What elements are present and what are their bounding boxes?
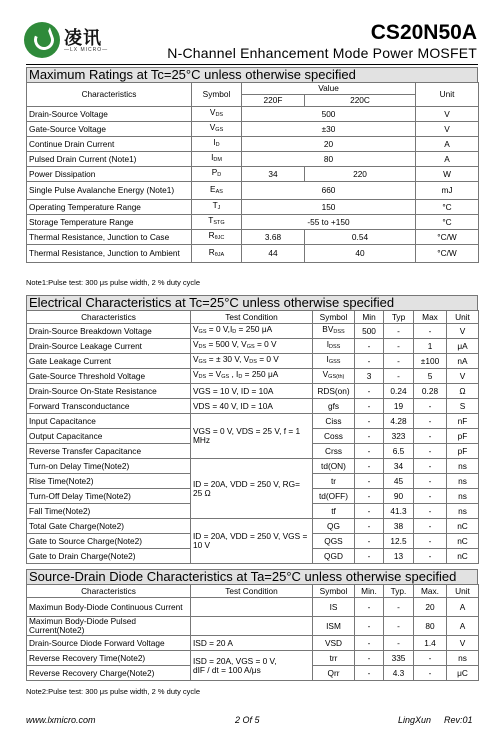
column-header: Min — [355, 311, 384, 324]
row-unit: ns — [447, 504, 479, 519]
row-max: - — [414, 459, 447, 474]
row-symbol: td(OFF) — [313, 489, 355, 504]
column-header: Test Condition — [191, 585, 313, 598]
column-header: Characteristics — [27, 311, 191, 324]
row-name: Input Capacitance — [27, 414, 191, 429]
row-symbol: QGD — [313, 549, 355, 564]
row-max: - — [414, 504, 447, 519]
table-row — [27, 137, 479, 152]
diode-note: Note2:Pulse test: 300 μs pulse width, 2 % duty cycle — [26, 687, 200, 696]
row-name: Gate to Source Charge(Note2) — [27, 534, 191, 549]
row-typ: 34 — [384, 459, 414, 474]
row-min: - — [355, 489, 384, 504]
row-unit: W — [416, 167, 479, 182]
row-symbol: gfs — [313, 399, 355, 414]
row-typ: 90 — [384, 489, 414, 504]
row-value: 500 — [242, 107, 416, 122]
table-row — [27, 200, 479, 215]
row-symbol: $V_{DS}$ — [192, 107, 242, 122]
row-min: - — [355, 651, 384, 666]
row-value-220c: 220 — [305, 167, 416, 182]
row-unit: V — [447, 369, 479, 384]
row-unit: nC — [447, 534, 479, 549]
footer-page: 2 Of 5 — [235, 715, 260, 725]
table-row — [27, 598, 479, 617]
row-symbol: $T_{STG}$ — [192, 215, 242, 230]
row-typ: 4.3 — [384, 666, 414, 681]
row-name: Rise Time(Note2) — [27, 474, 191, 489]
row-max: - — [414, 651, 447, 666]
row-symbol: td(ON) — [313, 459, 355, 474]
row-typ: - — [384, 354, 414, 369]
table-row — [27, 339, 479, 354]
row-typ: 4.28 — [384, 414, 414, 429]
row-name: Storage Temperature Range — [27, 215, 192, 230]
row-condition: VGS = 10 V, ID = 10A — [191, 384, 313, 399]
row-max: - — [414, 519, 447, 534]
row-typ: - — [384, 617, 414, 636]
row-unit: ns — [447, 474, 479, 489]
row-unit: °C — [416, 200, 479, 215]
row-name: Drain-Source On-State Resistance — [27, 384, 191, 399]
row-name: Thermal Resistance, Junction to Ambient — [27, 245, 192, 263]
row-condition: VDS = 40 V, ID = 10A — [191, 399, 313, 414]
row-unit: V — [447, 636, 479, 651]
row-symbol: $I_D$ — [192, 137, 242, 152]
column-header: Min. — [355, 585, 384, 598]
column-header: Test Condition — [191, 311, 313, 324]
row-name: Reverse Transfer Capacitance — [27, 444, 191, 459]
row-name: Thermal Resistance, Junction to Case — [27, 230, 192, 245]
electrical-table — [26, 310, 479, 564]
diode-title: Source-Drain Diode Characteristics at Ta=25°C unless otherwise specified — [26, 569, 478, 585]
row-min: - — [355, 339, 384, 354]
row-name: Forward Transconductance — [27, 399, 191, 414]
column-header: Typ — [384, 311, 414, 324]
row-condition: $V_{GS}$ = ± 30 V, $V_{DS} = 0$ V — [191, 354, 313, 369]
row-min: - — [355, 384, 384, 399]
row-name: Gate-Source Threshold Voltage — [27, 369, 191, 384]
row-value: -55 to +150 — [242, 215, 416, 230]
row-min: - — [355, 429, 384, 444]
table-row — [27, 369, 479, 384]
row-symbol: VSD — [313, 636, 355, 651]
table-row — [27, 384, 479, 399]
row-min: - — [355, 474, 384, 489]
row-name: Gate Leakage Current — [27, 354, 191, 369]
row-symbol: RDS(on) — [313, 384, 355, 399]
column-header: Typ. — [384, 585, 414, 598]
row-symbol: tr — [313, 474, 355, 489]
table-row — [27, 354, 479, 369]
row-symbol: $T_J$ — [192, 200, 242, 215]
column-header: Characteristics — [27, 585, 191, 598]
col-symbol: Symbol — [192, 83, 242, 107]
row-condition: ID = 20A, VDD = 250 V, RG= 25 Ω — [191, 459, 313, 519]
row-name: Drain-Source Leakage Current — [27, 339, 191, 354]
row-max: - — [414, 549, 447, 564]
row-typ: - — [384, 339, 414, 354]
row-symbol: $BV_{DSS}$ — [313, 324, 355, 339]
row-unit: nC — [447, 549, 479, 564]
row-condition: $V_{DS} = V_{GS}$ , $I_D = 250$ μA — [191, 369, 313, 384]
row-name: Gate to Drain Charge(Note2) — [27, 549, 191, 564]
row-name: Drain-Source Breakdown Voltage — [27, 324, 191, 339]
row-typ: 19 — [384, 399, 414, 414]
row-value: 660 — [242, 182, 416, 200]
row-typ: 41.3 — [384, 504, 414, 519]
max-ratings-title: Maximum Ratings at Tc=25°C unless otherwise specified — [26, 67, 478, 83]
max-ratings-note: Note1:Pulse test: 300 μs pulse width, 2 % duty cycle — [26, 278, 200, 287]
row-min: - — [355, 519, 384, 534]
row-typ: - — [384, 636, 414, 651]
row-unit: Ω — [447, 384, 479, 399]
row-unit: μC — [447, 666, 479, 681]
column-header: Max — [414, 311, 447, 324]
row-typ: 0.24 — [384, 384, 414, 399]
row-symbol: IS — [313, 598, 355, 617]
row-max: 1 — [414, 339, 447, 354]
row-unit: nF — [447, 414, 479, 429]
row-symbol: $P_D$ — [192, 167, 242, 182]
footer-company: LingXun — [398, 715, 432, 725]
col-220c: 220C — [305, 95, 416, 107]
row-typ: - — [384, 369, 414, 384]
col-220f: 220F — [242, 95, 305, 107]
row-name: Maximun Body-Diode Pulsed Current(Note2) — [27, 617, 191, 636]
table-row — [27, 182, 479, 200]
row-max: ±100 — [414, 354, 447, 369]
row-max: - — [414, 399, 447, 414]
column-header: Unit — [447, 585, 479, 598]
row-name: Fall Time(Note2) — [27, 504, 191, 519]
row-condition: ISD = 20 A — [191, 636, 313, 651]
table-row — [27, 519, 479, 534]
table-row — [27, 152, 479, 167]
row-unit: °C — [416, 215, 479, 230]
row-max: 80 — [414, 617, 447, 636]
row-max: - — [414, 444, 447, 459]
table-row — [27, 167, 479, 182]
row-max: - — [414, 414, 447, 429]
row-max: - — [414, 489, 447, 504]
row-min: - — [355, 414, 384, 429]
row-symbol: Qrr — [313, 666, 355, 681]
row-condition — [191, 617, 313, 636]
row-symbol: $I_{DSS}$ — [313, 339, 355, 354]
row-condition: VGS = 0 V, VDS = 25 V, f = 1 MHz — [191, 414, 313, 459]
row-unit: V — [447, 324, 479, 339]
row-min: - — [355, 354, 384, 369]
row-unit: nA — [447, 354, 479, 369]
page-header — [0, 0, 503, 64]
row-name: Maximun Body-Diode Continuous Current — [27, 598, 191, 617]
row-symbol: trr — [313, 651, 355, 666]
row-unit: °C/W — [416, 230, 479, 245]
electrical-title: Electrical Characteristics at Tc=25°C unless otherwise specified — [26, 295, 478, 311]
row-min: - — [355, 598, 384, 617]
row-typ: 323 — [384, 429, 414, 444]
row-typ: - — [384, 324, 414, 339]
table-row — [27, 617, 479, 636]
row-name: Single Pulse Avalanche Energy (Note1) — [27, 182, 192, 200]
table-row — [27, 215, 479, 230]
row-unit: °C/W — [416, 245, 479, 263]
row-name: Continue Drain Current — [27, 137, 192, 152]
row-symbol: QGS — [313, 534, 355, 549]
row-symbol: $V_{GS}$ — [192, 122, 242, 137]
row-condition: ID = 20A, VDD = 250 V, VGS = 10 V — [191, 519, 313, 564]
row-symbol: $E_{AS}$ — [192, 182, 242, 200]
row-name: Pulsed Drain Current (Note1) — [27, 152, 192, 167]
row-value: 20 — [242, 137, 416, 152]
footer-website: www.lxmicro.com — [26, 715, 96, 725]
row-max: - — [414, 474, 447, 489]
row-typ: 38 — [384, 519, 414, 534]
row-unit: ns — [447, 651, 479, 666]
company-logo — [24, 22, 114, 60]
logo-mark-icon — [24, 22, 60, 58]
row-min: - — [355, 399, 384, 414]
row-max: 5 — [414, 369, 447, 384]
col-characteristics: Characteristics — [27, 83, 192, 107]
row-unit: S — [447, 399, 479, 414]
row-unit: A — [447, 617, 479, 636]
row-typ: 13 — [384, 549, 414, 564]
column-header: Max. — [414, 585, 447, 598]
row-min: - — [355, 617, 384, 636]
table-row — [27, 459, 479, 474]
row-min: 500 — [355, 324, 384, 339]
row-condition: ISD = 20A, VGS = 0 V, dIF / dt = 100 A/μs — [191, 651, 313, 681]
row-min: - — [355, 459, 384, 474]
diode-table — [26, 584, 479, 681]
row-name: Power Dissipation — [27, 167, 192, 182]
column-header: Symbol — [313, 311, 355, 324]
table-row — [27, 107, 479, 122]
row-min: - — [355, 534, 384, 549]
row-name: Drain-Source Diode Forward Voltage — [27, 636, 191, 651]
row-unit: nC — [447, 519, 479, 534]
table-row — [27, 324, 479, 339]
row-value: ±30 — [242, 122, 416, 137]
part-number: CS20N50A — [370, 21, 477, 44]
row-symbol: ISM — [313, 617, 355, 636]
row-name: Total Gate Charge(Note2) — [27, 519, 191, 534]
row-name: Reverse Recovery Time(Note2) — [27, 651, 191, 666]
row-max: 20 — [414, 598, 447, 617]
row-max: - — [414, 534, 447, 549]
max-ratings-table — [26, 82, 479, 263]
row-max: - — [414, 666, 447, 681]
row-unit: ns — [447, 489, 479, 504]
row-min: - — [355, 549, 384, 564]
row-symbol: Crss — [313, 444, 355, 459]
table-row — [27, 636, 479, 651]
row-max: - — [414, 429, 447, 444]
row-typ: 6.5 — [384, 444, 414, 459]
table-row — [27, 230, 479, 245]
row-unit: A — [416, 137, 479, 152]
row-min: - — [355, 636, 384, 651]
row-unit: V — [416, 107, 479, 122]
row-name: Reverse Recovery Charge(Note2) — [27, 666, 191, 681]
logo-chinese-name: 凌讯 — [64, 28, 102, 49]
row-name: Drain-Source Voltage — [27, 107, 192, 122]
table-row — [27, 651, 479, 666]
row-name: Gate-Source Voltage — [27, 122, 192, 137]
row-symbol: $V_{GS(th)}$ — [313, 369, 355, 384]
row-symbol: $I_{GSS}$ — [313, 354, 355, 369]
row-min: 3 — [355, 369, 384, 384]
row-value-220c: 0.54 — [305, 230, 416, 245]
row-unit: A — [416, 152, 479, 167]
row-value-220c: 40 — [305, 245, 416, 263]
row-symbol: QG — [313, 519, 355, 534]
row-condition — [191, 598, 313, 617]
row-value-220f: 44 — [242, 245, 305, 263]
row-value-220f: 3.68 — [242, 230, 305, 245]
row-symbol: $R_{\theta JC}$ — [192, 230, 242, 245]
row-symbol: tf — [313, 504, 355, 519]
row-max: - — [414, 324, 447, 339]
row-unit: A — [447, 598, 479, 617]
col-value: Value — [242, 83, 416, 95]
row-name: Turn-on Delay Time(Note2) — [27, 459, 191, 474]
document-subtitle: N-Channel Enhancement Mode Power MOSFET — [167, 45, 477, 61]
row-unit: pF — [447, 444, 479, 459]
row-max: 0.28 — [414, 384, 447, 399]
row-max: 1.4 — [414, 636, 447, 651]
column-header: Unit — [447, 311, 479, 324]
footer-rev: Rev:01 — [444, 715, 473, 725]
row-name: Turn-Off Delay Time(Note2) — [27, 489, 191, 504]
row-typ: 12.5 — [384, 534, 414, 549]
row-unit: pF — [447, 429, 479, 444]
table-row — [27, 414, 479, 429]
row-min: - — [355, 504, 384, 519]
row-min: - — [355, 444, 384, 459]
row-symbol: Ciss — [313, 414, 355, 429]
header-divider — [26, 64, 478, 65]
row-condition: $V_{DS} = 500$ V, $V_{GS} = 0$ V — [191, 339, 313, 354]
row-name: Output Capacitance — [27, 429, 191, 444]
logo-english-name: —LX MICRO— — [64, 47, 109, 53]
row-min: - — [355, 666, 384, 681]
row-condition: $V_{GS} = 0$ $V,I_D = 250$ μA — [191, 324, 313, 339]
row-typ: - — [384, 598, 414, 617]
table-row — [27, 245, 479, 263]
row-typ: 45 — [384, 474, 414, 489]
row-value: 80 — [242, 152, 416, 167]
row-value-220f: 34 — [242, 167, 305, 182]
row-name: Operating Temperature Range — [27, 200, 192, 215]
column-header: Symbol — [313, 585, 355, 598]
row-symbol: Coss — [313, 429, 355, 444]
row-unit: mJ — [416, 182, 479, 200]
row-symbol: $R_{\theta JA}$ — [192, 245, 242, 263]
row-typ: 335 — [384, 651, 414, 666]
row-value: 150 — [242, 200, 416, 215]
table-row — [27, 122, 479, 137]
col-unit: Unit — [416, 83, 479, 107]
row-unit: μA — [447, 339, 479, 354]
table-row — [27, 399, 479, 414]
row-symbol: $I_{DM}$ — [192, 152, 242, 167]
row-unit: ns — [447, 459, 479, 474]
row-unit: V — [416, 122, 479, 137]
